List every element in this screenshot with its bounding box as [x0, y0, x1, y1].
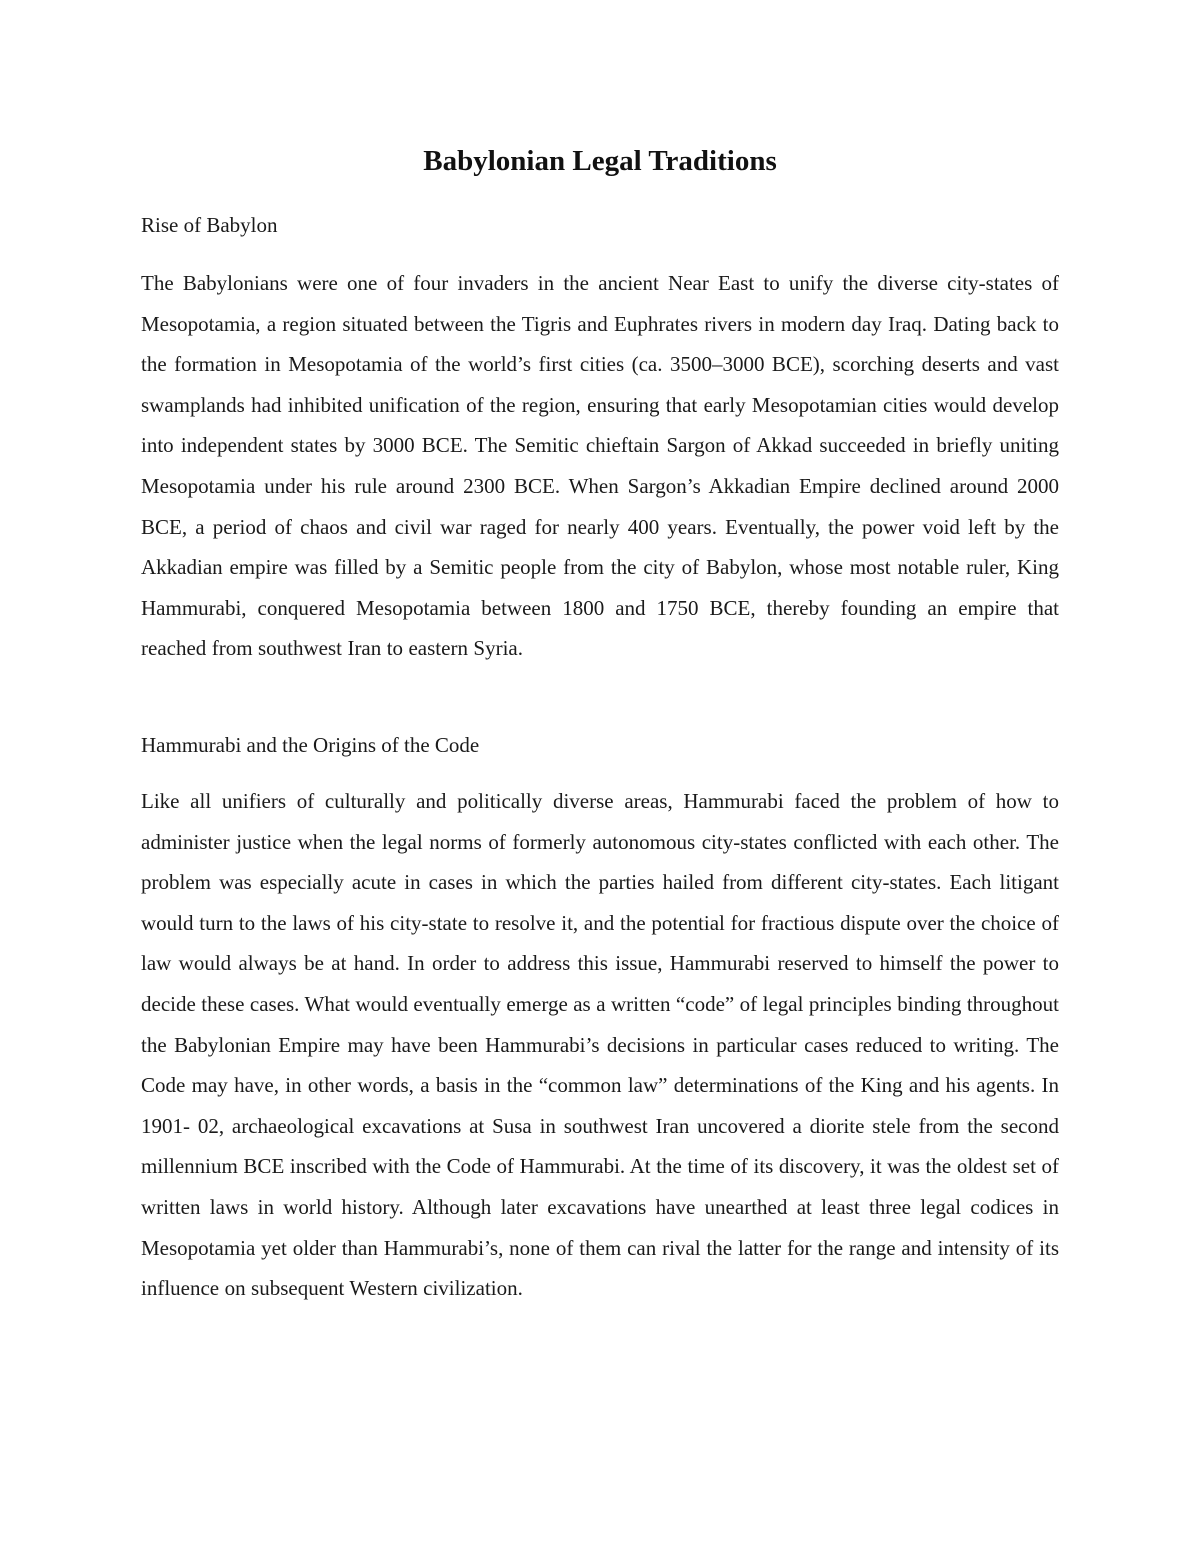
section-paragraph-hammurabi-origins: Like all unifiers of culturally and politically diverse areas, Hammurabi faced the problem of how to administer justice when the legal norms of formerly autonomous city-states conflicted with each other. The problem was especially acute in cases in which the parties hailed from different city-states. Each litigant would turn to the laws of his city-state to resolve it, and the potential for fractious dispute over the choice of law would always be at hand. In order to address this issue, Hammurabi reserved to himself the power to decide these cases. What would eventually emerge as a written “code” of legal principles binding throughout the Babylonian Empire may have been Hammurabi’s decisions in particular cases reduced to writing. The Code may have, in other words, a basis in the “common law” determinations of the King and his agents. In 1901- 02, archaeological excavations at Susa in southwest Iran uncovered a diorite stele from the second millennium BCE inscribed with the Code of Hammurabi. At the time of its discovery, it was the oldest set of written laws in world history. Although later excavations have unearthed at least three legal codices in Mesopotamia yet older than Hammurabi’s, none of them can rival the latter for the range and intensity of its influence on subsequent Western civilization.	[141, 789, 1059, 1301]
section-heading-rise-of-babylon: Rise of Babylon	[141, 213, 278, 237]
document-title: Babylonian Legal Traditions	[423, 145, 777, 177]
section-paragraph-rise-of-babylon: The Babylonians were one of four invaders in the ancient Near East to unify the diverse city-states of Mesopotamia, a region situated between the Tigris and Euphrates rivers in modern day Iraq. Dating back to the formation in Mesopotamia of the world’s first cities (ca. 3500–3000 BCE), scorching deserts and vast swamplands had inhibited unification of the region, ensuring that early Mesopotamian cities would develop into independent states by 3000 BCE. The Semitic chieftain Sargon of Akkad succeeded in briefly uniting Mesopotamia under his rule around 2300 BCE. When Sargon’s Akkadian Empire declined around 2000 BCE, a period of chaos and civil war raged for nearly 400 years. Eventually, the power void left by the Akkadian empire was filled by a Semitic people from the city of Babylon, whose most notable ruler, King Hammurabi, conquered Mesopotamia between 1800 and 1750 BCE, thereby founding an empire that reached from southwest Iran to eastern Syria.	[141, 271, 1059, 661]
section-heading-hammurabi-origins: Hammurabi and the Origins of the Code	[141, 733, 480, 757]
